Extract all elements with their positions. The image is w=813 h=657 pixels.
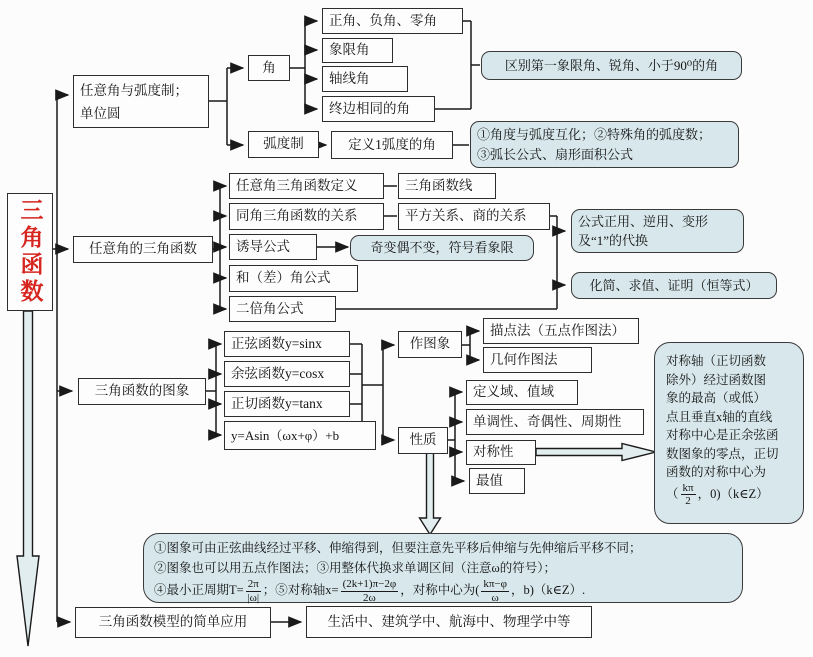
fraction-denominator: ω xyxy=(491,591,499,604)
formula-tail: ，0)（k∈Z） xyxy=(697,487,769,502)
root-down-arrow xyxy=(17,311,39,646)
node-positive-negative-zero-angle: 正角、负角、零角 xyxy=(322,8,463,34)
note-symmetry-line4: 点且垂直x轴的直线 xyxy=(666,409,773,424)
note-symmetry-axis xyxy=(654,342,804,524)
note-simplify-evaluate-prove: 化简、求值、证明（恒等式） xyxy=(571,272,777,299)
node-same-angle-relations: 同角三角函数的关系 xyxy=(229,203,384,230)
fraction-numerator: (2k+1)π−2φ xyxy=(342,578,397,590)
note-distinguish-angles: 区别第一象限角、锐角、小于90⁰的角 xyxy=(481,51,742,80)
node-angle-radian-line2: 单位圆 xyxy=(80,105,121,121)
fraction-numerator: kπ xyxy=(682,481,694,494)
axis-label: ；⑤对称轴x= xyxy=(262,583,339,598)
note-graph-transformations xyxy=(143,533,743,603)
note-symmetry-line5: 对称中心是正余弦函 xyxy=(666,428,779,442)
note-formula-usage-line2: 及“1”的代换 xyxy=(578,233,649,248)
note-formula-usage-line1: 公式正用、逆用、变形 xyxy=(578,214,709,229)
center-tail: ，b)（k∈Z）. xyxy=(510,583,586,598)
node-simple-applications: 三角函数模型的简单应用 xyxy=(75,607,271,638)
note-odd-even-sign: 奇变偶不变，符号看象限 xyxy=(350,235,534,261)
note-graph-line3 xyxy=(154,578,732,604)
note-symmetry-line3: 象的最高（或低） xyxy=(666,391,767,405)
fraction-kpi-2 xyxy=(681,482,696,508)
node-induction-formula: 诱导公式 xyxy=(229,234,317,260)
note-symmetry-line1: 对称轴（正切函数 xyxy=(666,354,767,368)
node-application-fields: 生活中、建筑学中、航海中、物理学中等 xyxy=(306,606,592,638)
node-sine-function: 正弦函数y=sinx xyxy=(224,331,350,357)
fraction-axis xyxy=(341,578,399,604)
node-cosine-function: 余弦函数y=cosx xyxy=(224,361,350,387)
node-trig-function-lines: 三角函数线 xyxy=(398,173,496,199)
note-symmetry-line2: 除外）经过函数图 xyxy=(666,372,767,387)
node-asin-function: y=Asin（ωx+φ）+b xyxy=(224,421,376,450)
asin-down-arrow xyxy=(420,450,441,535)
node-trig-of-any-angle: 任意角的三角函数 xyxy=(73,236,213,263)
note-symmetry-line7: 函数的对称中心为 xyxy=(666,465,767,479)
period-label: ④最小正周期T= xyxy=(154,583,244,598)
note-radian-formulas-line2: ③弧长公式、扇形面积公式 xyxy=(477,146,634,162)
node-point-plotting-method: 描点法（五点作图法） xyxy=(483,318,639,344)
node-draw-graph: 作图象 xyxy=(398,331,462,358)
node-angle-radian-system xyxy=(73,75,209,128)
node-sum-difference-formula: 和（差）角公式 xyxy=(229,265,358,292)
note-radian-formulas xyxy=(470,121,739,168)
node-properties: 性质 xyxy=(398,427,448,454)
node-trig-graphs: 三角函数的图象 xyxy=(78,378,206,405)
node-geometric-method: 几何作图法 xyxy=(483,347,592,373)
node-square-quotient-relations: 平方关系、商的关系 xyxy=(398,203,550,230)
note-graph-line2: ②图象也可以用五点作图法；③用整体代换求单调区间（注意ω的符号）； xyxy=(154,560,556,575)
node-symmetry: 对称性 xyxy=(466,440,536,465)
fraction-numerator: kπ−φ xyxy=(483,578,507,590)
note-formula-usage xyxy=(571,209,744,253)
fraction-numerator: 2π xyxy=(247,578,259,590)
node-coterminal-angle: 终边相同的角 xyxy=(322,96,435,122)
root-node-trig-functions: 三角函数 xyxy=(7,193,53,311)
node-monotonicity-parity-period: 单调性、奇偶性、周期性 xyxy=(466,409,644,435)
node-quadrant-angle: 象限角 xyxy=(322,38,393,63)
symmetry-right-arrow xyxy=(536,444,656,461)
note-graph-line1: ①图象可由正弦曲线经过平移、伸缩得到，但要注意先平移后伸缩与先伸缩后平移不同； xyxy=(154,541,642,555)
center-label: ，对称中心为( xyxy=(400,583,480,598)
fraction-denominator: 2ω xyxy=(363,591,376,604)
note-symmetry-line6: 数图象的零点，正切 xyxy=(666,446,779,461)
fraction-2pi-omega xyxy=(246,578,261,604)
node-radian-definition: 定义1弧度的角 xyxy=(331,131,453,159)
fraction-denominator: |ω| xyxy=(247,591,260,604)
node-angle: 角 xyxy=(248,55,290,81)
note-radian-formulas-line1: ①角度与弧度互化；②特殊角的弧度数； xyxy=(477,126,712,142)
node-tangent-function: 正切函数y=tanx xyxy=(224,391,350,417)
node-domain-range: 定义域、值域 xyxy=(466,380,578,405)
node-double-angle-formula: 二倍角公式 xyxy=(229,296,336,322)
formula-open-paren: （ xyxy=(666,487,679,502)
node-angle-radian-line1: 任意角与弧度制； xyxy=(80,82,188,98)
node-extreme-values: 最值 xyxy=(469,468,525,494)
fraction-denominator: 2 xyxy=(685,495,691,508)
node-axis-angle: 轴线角 xyxy=(322,66,408,92)
node-trig-definition: 任意角三角函数定义 xyxy=(229,173,384,199)
note-symmetry-center-formula xyxy=(666,482,795,508)
fraction-center xyxy=(481,578,509,604)
node-radian-system: 弧度制 xyxy=(248,131,319,158)
